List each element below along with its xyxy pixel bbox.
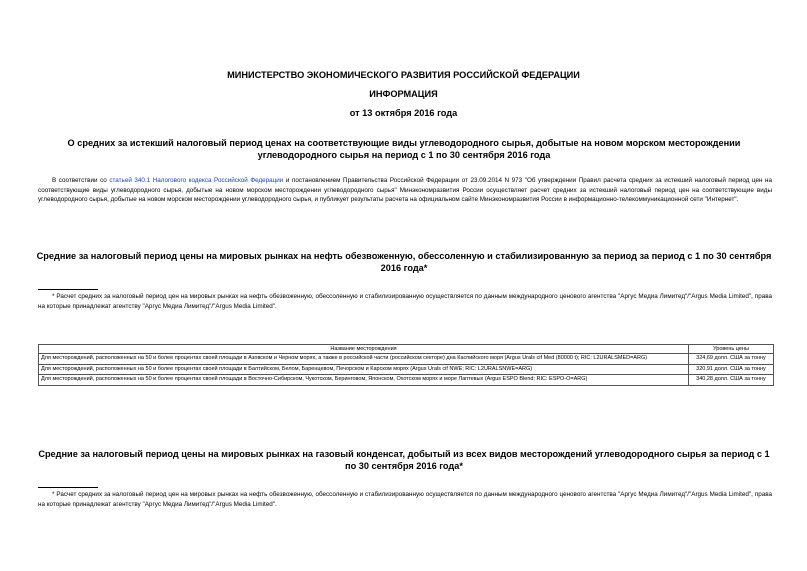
section2-footnote: * Расчет средних за налоговый период цен на мировых рынках на нефть обезвоженную, обессоленную и стабилизированную осуществляется по данным международного ценового агентства "Аргус Медиа Лимитед"/"Argus Media Limited", права на которые принадлежат агентству "Аргус Медиа Лимитед"/"Argus Media Limited". [38,491,772,508]
footnote-divider [38,487,98,488]
section1-heading: Средние за налоговый период цены на мировых рынках на нефть обезвоженную, обессоленную и стабилизированную за период за период с 1 по 30 сентября 2016 года* [36,251,772,273]
price-cell: 340,28 долл. США за тонну [689,375,774,385]
price-table [38,344,774,386]
ministry-heading: МИНИСТЕРСТВО ЭКОНОМИЧЕСКОГО РАЗВИТИЯ РОССИЙСКОЙ ФЕДЕРАЦИИ [227,70,580,80]
section1-footnote: * Расчет средних за налоговый период цен на мировых рынках на нефть обезвоженную, обессоленную и стабилизированную осуществляется по данным международного ценового агентства "Аргус Медиа Лимитед"/"Argus Media Limited", права на которые принадлежат агентству "Аргус Медиа Лимитед"/"Argus Media Limited". [38,293,772,310]
column-header-price: Уровень цены [689,345,774,354]
field-name-cell: Для месторождений, расположенных на 50 и более процентах своей площади в Восточно-Сибирском, Чукотском, Беринговом, Японском, Охотском морях и море Лаптевых (Argus ESPO Blend; RIC: ESPO-O=ARG) [39,375,689,385]
tax-code-link[interactable]: статьей 340.1 Налогового кодекса Российской Федерации [109,177,284,184]
table-row [39,375,774,385]
price-cell: 320,91 долл. США за тонну [689,364,774,374]
table-header-row [39,345,774,354]
table-row [39,364,774,374]
intro-text-part2: и постановлением Правительства Российской Федерации от 23.09.2014 N 973 "Об утверждении Правил расчета средних за истекший налоговый период цен на соответствующие виды углеводородного сырья, добытые на новом морском месторождении углеводородного сырья" Минэкономразвития России осуществляет расчет средних за истекший налоговый период цен на соответствующие виды углеводородного сырья, добытые на новом морском месторождении углеводородного сырья, и публикует результаты расчета на официальном сайте Минэкономразвития России в информационно-телекоммуникационной сети "Интернет". [38,177,772,203]
table-row [39,354,774,364]
field-name-cell: Для месторождений, расположенных на 50 и более процентах своей площади в Балтийском, Белом, Баренцевом, Печорском и Карском морях (Argus Urals cif NWE; RIC: L2URALSNWE=ARG) [39,364,689,374]
intro-text-part1: В соответствии со [52,177,110,184]
document-title: О средних за истекший налоговый период ценах на соответствующие виды углеводородного сырья, добытые на новом морском месторождении углеводородного сырья на период с 1 по 30 сентября 2016 года [67,138,741,160]
section2-heading: Средние за налоговый период цены на мировых рынках на газовый конденсат, добытый из всех видов месторождений углеводородного сырья за период с 1 по 30 сентября 2016 года* [38,449,770,471]
intro-paragraph [38,176,772,205]
price-cell: 324,69 долл. США за тонну [689,354,774,364]
column-header-field-name: Название месторождения [39,345,689,354]
document-type: ИНФОРМАЦИЯ [369,89,438,99]
field-name-cell: Для месторождений, расположенных на 50 и более процентах своей площади в Азовском и Черном морях, а также в российской части (российском секторе) дна Каспийского моря (Argus Urals cif Med (80000 t); RIC: L2URALSMED=ARG) [39,354,689,364]
document-date: от 13 октября 2016 года [349,108,458,118]
footnote-divider [38,289,98,290]
